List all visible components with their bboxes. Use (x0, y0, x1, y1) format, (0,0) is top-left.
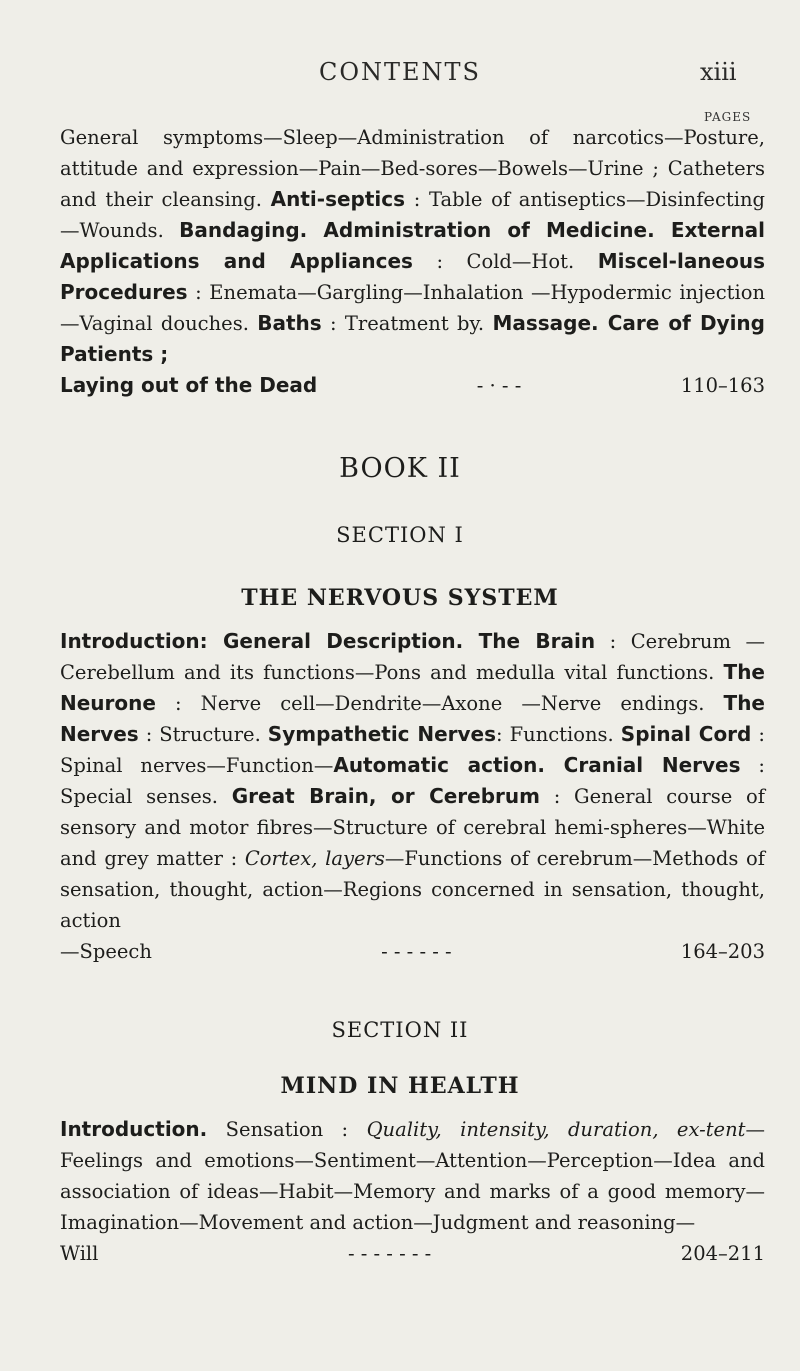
entry-bold: Miscel-laneous Procedures (60, 249, 765, 304)
leader-dots: - · - - (476, 374, 522, 397)
entry-bold: Spinal Cord (620, 722, 752, 746)
contents-entry-nursing (60, 122, 765, 401)
entry-tail (60, 936, 765, 967)
section-subject: MIND IN HEALTH (280, 1073, 520, 1099)
entry-text: : Structure. (138, 723, 268, 746)
page-range: 204–211 (680, 1242, 765, 1265)
entry-bold: Anti-septics (270, 187, 406, 211)
entry-text: : Treatment by. (321, 312, 493, 335)
entry-text: : Functions. (496, 723, 621, 746)
entry-bold: Automatic action. Cranial Nerves (333, 753, 741, 777)
entry-tail (60, 370, 765, 401)
contents-entry-mind-in-health (60, 1114, 765, 1269)
entry-text: —Functions of cerebrum—Methods of sensation, thought, action—Regions concerned in sensation, thought, action (60, 847, 766, 932)
entry-last-line: Laying out of the Dead (60, 373, 318, 397)
entry-bold: Baths (257, 311, 322, 335)
entry-text: : General course of sensory and motor fibres—Structure of cerebral hemi-spheres—White and grey matter : (60, 785, 765, 870)
book-title: BOOK II (339, 453, 461, 484)
entry-text: : Special senses. (60, 754, 765, 808)
entry-last-line: Will (60, 1242, 99, 1265)
contents-entry-nervous-system (60, 626, 765, 967)
entry-bold: The Neurone (60, 660, 765, 715)
entry-text: —Feelings and emotions—Sentiment—Attention—Perception—Idea and association of ideas—Habit—Memory and marks of a good memory—Imagination—Movement and action—Judgment and reasoning— (60, 1118, 765, 1234)
entry-text: : Enemata—Gargling—Inhalation —Hypodermic injection—Vaginal douches. (60, 281, 765, 335)
pages-column-label: PAGES (704, 110, 752, 124)
entry-text: : Cold—Hot. (412, 250, 598, 273)
entry-bold: The Nerves (60, 691, 765, 746)
entry-last-line: —Speech (60, 940, 152, 963)
entry-bold: Introduction. (60, 1117, 208, 1141)
running-title: CONTENTS (318, 58, 481, 86)
entry-bold: Bandaging. Administration of Medicine. External Applications and Appliances (60, 218, 765, 273)
entry-italic: Quality, intensity, duration, ex-tent (366, 1118, 746, 1141)
entry-italic: Cortex, layers (244, 847, 385, 870)
entry-text: : Spinal nerves—Function— (60, 723, 765, 777)
page-range: 164–203 (680, 940, 765, 963)
page-range: 110–163 (680, 374, 765, 397)
entry-bold: Massage. Care of Dying Patients ; (60, 311, 765, 366)
section-label: SECTION II (331, 1018, 469, 1042)
leader-dots: - - - - - - - (347, 1242, 432, 1265)
section-label: SECTION I (336, 523, 464, 547)
entry-text: : Cerebrum —Cerebellum and its functions—Pons and medulla vital functions. (60, 630, 766, 684)
entry-bold: Sympathetic Nerves (267, 722, 496, 746)
entry-bold: Introduction: General Description. The Brain (60, 629, 596, 653)
page-number: xiii (700, 58, 737, 86)
entry-text: : Table of antiseptics—Disinfecting—Wounds. (60, 188, 766, 242)
entry-text: : Nerve cell—Dendrite—Axone —Nerve endings. (155, 692, 724, 715)
entry-text: General symptoms—Sleep—Administration of narcotics—Posture, attitude and expression—Pain—Bed-sores—Bowels—Urine ; Catheters and their cleansing. (60, 126, 765, 211)
section-subject: THE NERVOUS SYSTEM (241, 585, 559, 611)
leader-dots: - - - - - - (381, 940, 452, 963)
entry-bold: Great Brain, or Cerebrum (231, 784, 540, 808)
entry-text: Sensation : (207, 1118, 367, 1141)
entry-tail (60, 1238, 765, 1269)
